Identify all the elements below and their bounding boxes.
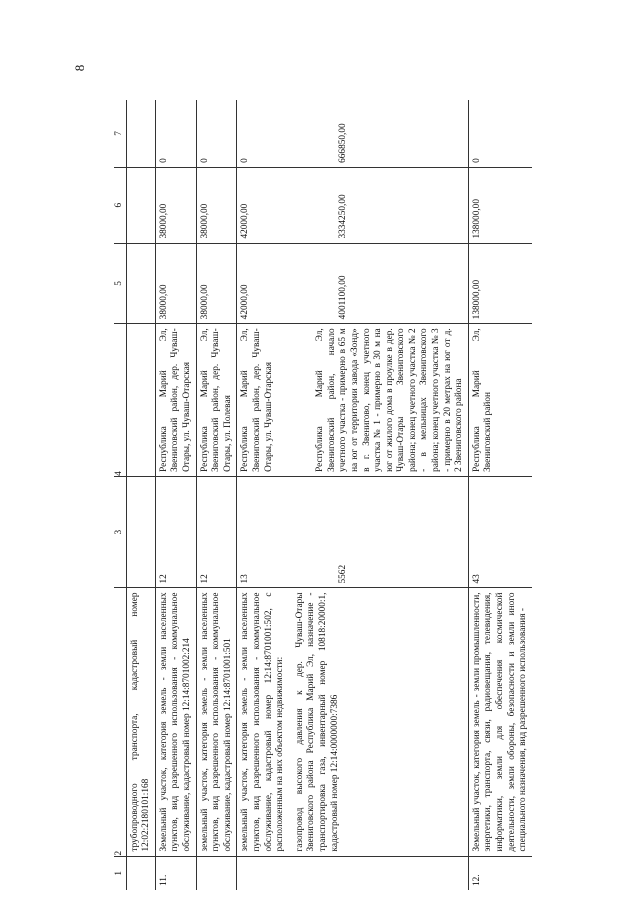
- object-location: [126, 324, 155, 477]
- row-number: 11.: [158, 874, 169, 886]
- gas-pipeline-value-7: 666850,00: [337, 123, 348, 163]
- gas-pipeline-value-5: 4001100,00: [337, 275, 348, 320]
- header-col-5: 5: [114, 243, 126, 324]
- gas-pipeline-length: 5562: [337, 564, 348, 584]
- object-location: [237, 324, 469, 477]
- header-col-2: 2: [114, 588, 126, 856]
- object-area: [237, 476, 469, 588]
- table-row: [196, 100, 237, 890]
- table-row: [126, 100, 155, 890]
- land-plot-area: 13: [240, 574, 251, 584]
- object-area: [126, 476, 155, 588]
- value-col-6: [237, 167, 469, 243]
- row-number: [196, 856, 237, 890]
- rotated-table-stage: [114, 100, 564, 890]
- value-col-5: 38000,00: [155, 243, 196, 324]
- object-location: Республика Марий Эл, Звениговский район: [468, 324, 531, 477]
- value-col-7: 0: [155, 100, 196, 167]
- table-row: [237, 100, 469, 890]
- page-number: 8: [72, 64, 87, 72]
- object-area: 12: [155, 476, 196, 588]
- land-plot-location: Республика Марий Эл, Звениговский район, дер. Чуваш-Отары, ул. Чуваш-Отарская: [240, 328, 274, 472]
- object-description: трубопроводного транспорта, кадастровый номер 12:02:2180101:168: [126, 588, 155, 856]
- header-col-6: 6: [114, 167, 126, 243]
- table-row: [468, 100, 531, 890]
- row-number: [237, 856, 469, 890]
- object-location: Республика Марий Эл, Звениговский район, дер. Чуваш-Отары, ул. Чуваш-Отарская: [155, 324, 196, 477]
- value-col-5: [126, 243, 155, 324]
- value-col-5: 38000,00: [196, 243, 237, 324]
- header-row: [114, 100, 126, 890]
- land-plot-value-7: 0: [240, 158, 251, 163]
- value-col-6: 38000,00: [196, 167, 237, 243]
- value-col-5: 138000,00: [468, 243, 531, 324]
- object-description: Земельный участок, категория земель - земли промышленности, энергетики, транспорта, связи, радиовещания, телевидения, информатики, земли для обеспечения космической деятельности, земли обороны, безопасности и земли иного специального назначения, вид разрешенного использования -: [468, 588, 531, 856]
- land-plot-value-6: 42000,00: [240, 203, 251, 239]
- land-plot-value-5: 42000,00: [240, 284, 251, 320]
- value-col-7: [237, 100, 469, 167]
- property-table: [114, 100, 532, 890]
- header-col-1: 1: [114, 856, 126, 890]
- header-col-7: 7: [114, 100, 126, 167]
- gas-pipeline-value-6: 3334250,00: [337, 194, 348, 239]
- object-area: 43: [468, 476, 531, 588]
- row-number: [126, 856, 155, 890]
- gas-pipeline-location: Республика Марий Эл, Звениговский район, начало учетного участка - примерно в 65 м на юг от территории завода «Зонд» в г. Звенигово, конец учетного участка № 1 - примерно в 30 м на юг от жилого дома в проулке в дер. Чуваш-Отары Звениговского района; конец учетного участка № 2 - в мельницах Звениговского района; конец учетного участка № 3 - примерно в 20 метрах на юг от д. 2 Звениговского района: [315, 328, 465, 472]
- object-description: [237, 588, 469, 856]
- header-col-3: 3: [114, 476, 126, 588]
- value-col-7: 0: [196, 100, 237, 167]
- land-plot-description: земельный участок, категория земель - земли населенных пунктов, вид разрешенного использования - коммунальное обслуживание, кадастровый номер 12:14:8701001:502, с расположенным на них объектом недвижимости:: [240, 592, 286, 852]
- object-area: 12: [196, 476, 237, 588]
- table-row: [155, 100, 196, 890]
- value-col-6: [126, 167, 155, 243]
- value-col-7: [126, 100, 155, 167]
- object-location: Республика Марий Эл, Звениговский район, дер. Чуваш-Отары, ул. Полевая: [196, 324, 237, 477]
- header-col-4: 4: [114, 324, 126, 477]
- value-col-6: 138000,00: [468, 167, 531, 243]
- object-description: земельный участок, категория земель - земли населенных пунктов, вид разрешенного использования - коммунальное обслуживание, кадастровый номер 12:14:8701001:501: [196, 588, 237, 856]
- gas-pipeline-description: газопровод высокого давления к дер. Чуваш-Отары Звениговского района Республика Марий Эл, назначение - транспортировка газа, инвентарный номер 10818:20000:1, кадастровый номер 12:14:0000000:7386: [294, 592, 340, 852]
- object-description: Земельный участок, категория земель - земли населенных пунктов, вид разрешенного использования - коммунальное обслуживание, кадастровый номер 12:14:8701002:214: [155, 588, 196, 856]
- value-col-7: 0: [468, 100, 531, 167]
- row-number: 12.: [471, 874, 482, 886]
- value-col-6: 38000,00: [155, 167, 196, 243]
- value-col-5: [237, 243, 469, 324]
